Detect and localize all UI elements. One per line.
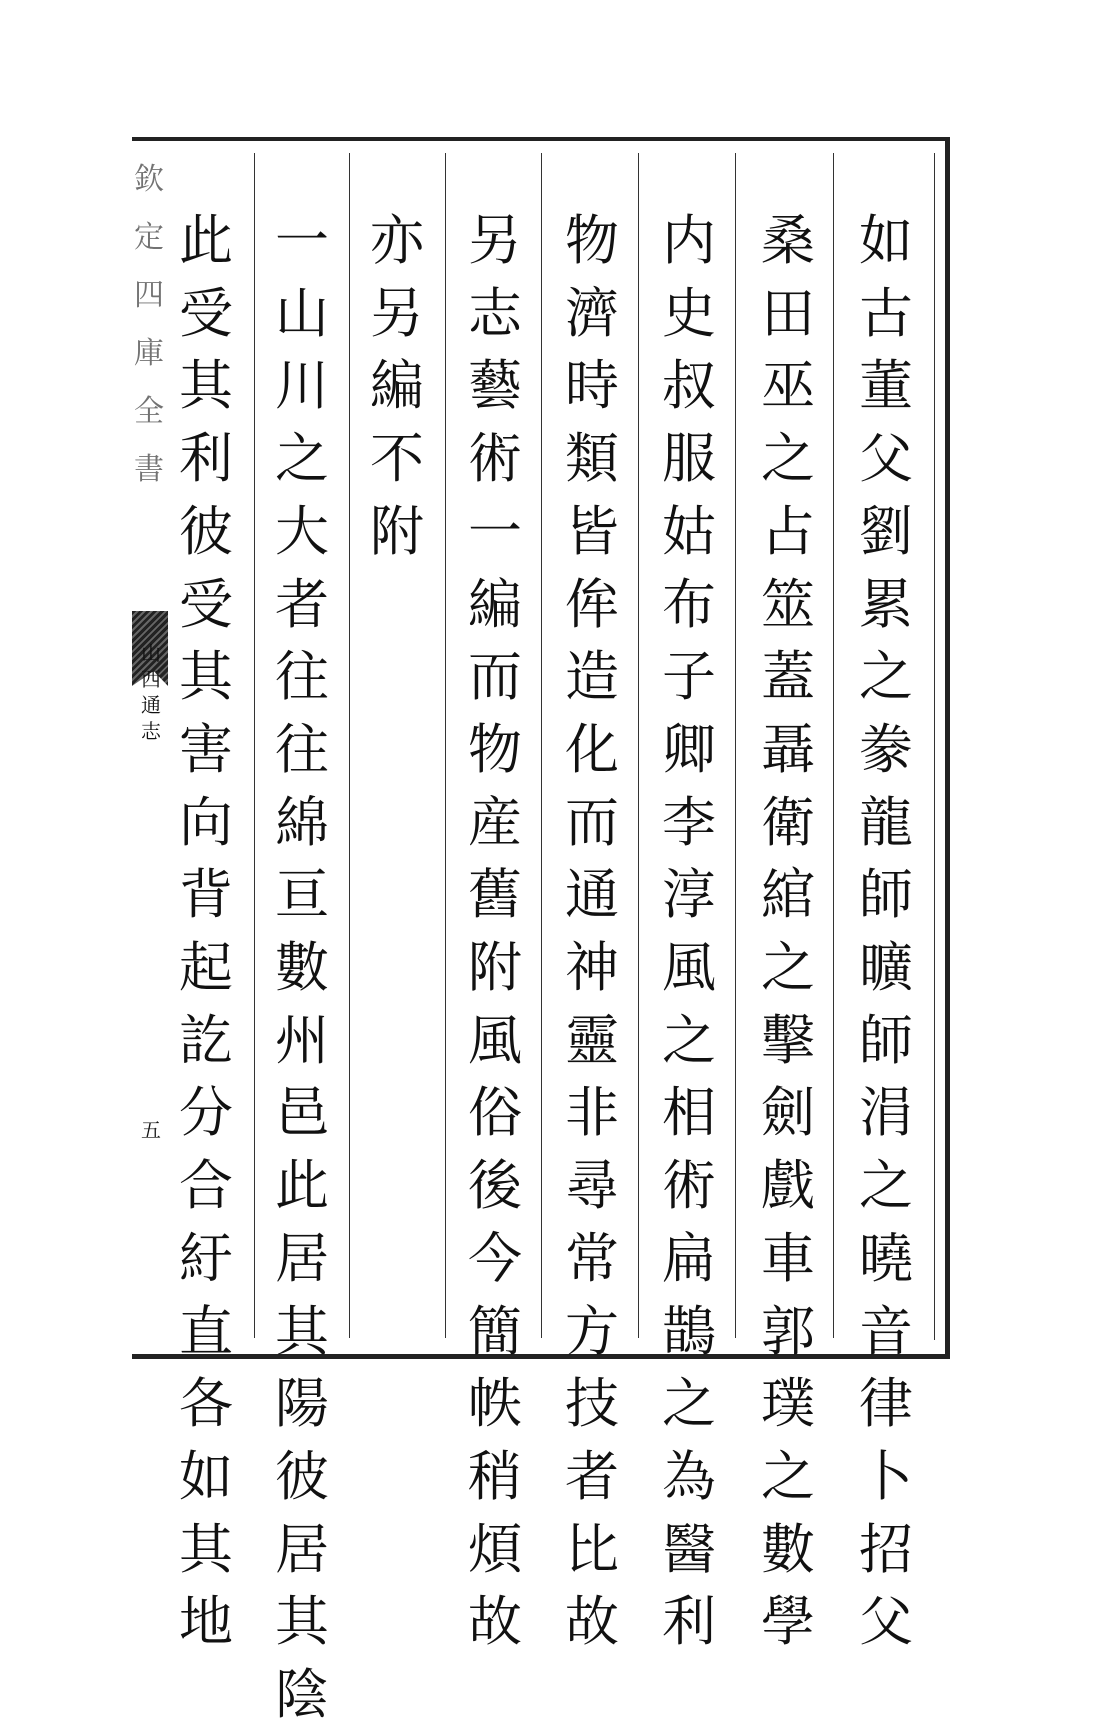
text-column-1: 如古董父劉累之豢龍師曠師涓之曉音律卜招父 — [859, 209, 913, 1654]
column-divider — [541, 153, 542, 1338]
text-column-6: 亦另編不附 — [370, 209, 424, 563]
text-column-5: 另志藝術一編而物産舊附風俗後今簡帙稍煩故 — [468, 209, 522, 1654]
gutter-collection-title: 欽定四庫全書 — [134, 162, 164, 487]
column-divider — [254, 153, 255, 1338]
column-divider — [349, 153, 350, 1338]
text-column-3: 内史叔服姑布子卿李淳風之相術扁鵲之為醫利 — [662, 209, 716, 1654]
text-column-4: 物濟時類皆侔造化而通神靈非尋常方技者比故 — [565, 209, 619, 1654]
column-divider — [735, 153, 736, 1338]
gutter-book-title: 山西通志 — [141, 641, 161, 743]
column-divider — [445, 153, 446, 1338]
column-divider — [638, 153, 639, 1338]
gutter-page-number: 五 — [141, 1118, 161, 1142]
text-column-8: 此受其利彼受其害向背起訖分合紆直各如其地 — [179, 209, 233, 1654]
column-divider — [833, 153, 834, 1338]
text-column-7: 一山川之大者往往綿亘數州邑此居其陽彼居其陰 — [275, 209, 329, 1727]
block-center-gutter — [132, 141, 168, 1354]
text-column-2: 桑田巫之占筮蓋聶衛綰之擊劍戲車郭璞之數學 — [761, 209, 815, 1654]
